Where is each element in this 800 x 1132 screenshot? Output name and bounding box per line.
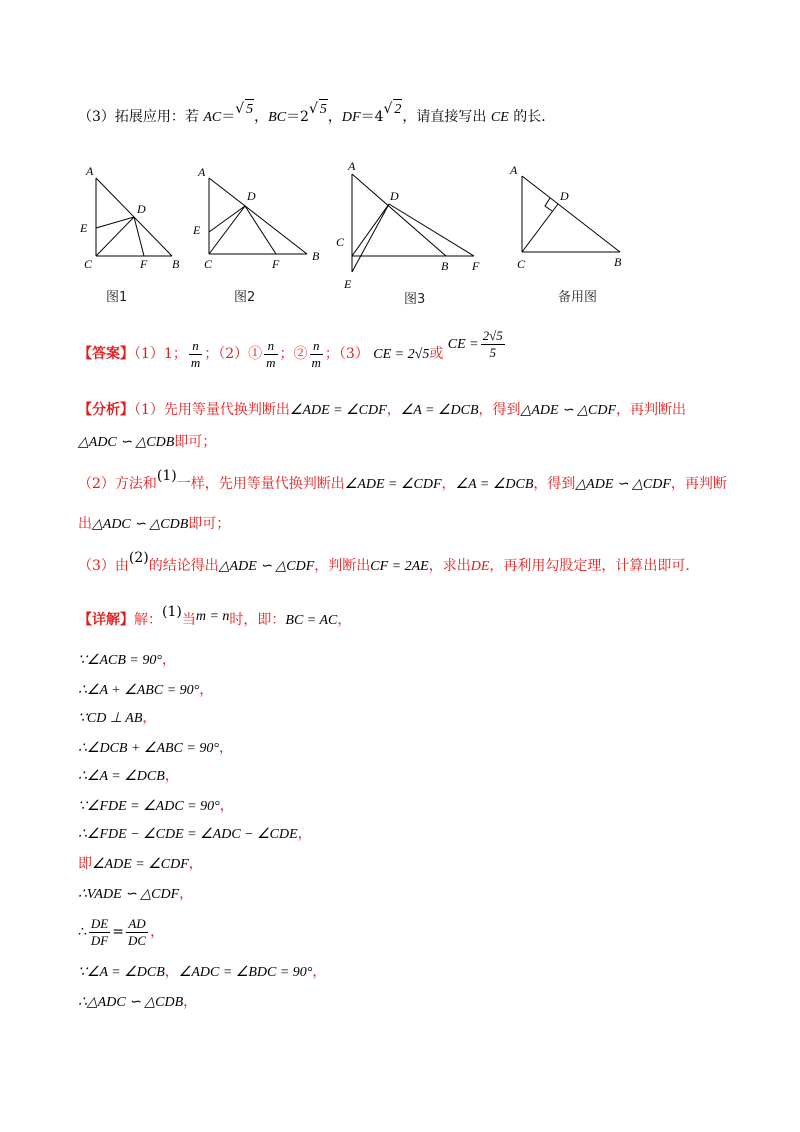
answer-line xyxy=(78,327,507,373)
frac1-num: n xyxy=(192,337,199,353)
answer-part1: （1）1； xyxy=(134,346,187,362)
analysis-l2a: △ADC ∽ △CDB xyxy=(78,435,175,450)
detail-l0e: 时，即： xyxy=(229,612,286,628)
step-8-prefix: 即 xyxy=(78,856,92,872)
figure-3 xyxy=(352,174,474,272)
spare-label-c: C xyxy=(517,257,526,271)
fig1-label-f: F xyxy=(140,257,148,271)
q3-suffix: ，请直接写出 xyxy=(402,109,491,125)
spare-label-a: A xyxy=(510,163,518,177)
last2-math: ∴△ADC ∽ △CDB xyxy=(78,995,184,1010)
analysis-l5c: 的结论得出 xyxy=(148,558,219,574)
analysis-l1d: ∠A = ∠DCB xyxy=(400,403,479,418)
frac-ce-num: 2√5 xyxy=(482,327,503,343)
detail-step-8 xyxy=(78,854,203,875)
analysis-l5g: ，求出 xyxy=(428,558,471,574)
detail-step-5 xyxy=(78,766,179,787)
step-9-math: ∴VADE ∽ △CDF xyxy=(78,887,180,902)
last1-tail: ， xyxy=(312,964,327,980)
geometry-figures xyxy=(0,160,800,300)
q3-eq2: ＝2 xyxy=(286,109,309,125)
caption-spare: 备用图 xyxy=(558,290,598,305)
answer-ce-expr1: CE = 2√5 xyxy=(373,347,430,362)
analysis-line-2 xyxy=(78,432,216,453)
last2-tail: ， xyxy=(183,994,198,1010)
spare-label-d: D xyxy=(560,189,569,203)
answer-or: 或 xyxy=(429,346,444,362)
figure-1 xyxy=(96,178,172,256)
answer-part3: ；② xyxy=(279,346,308,362)
detail-line-0 xyxy=(78,604,352,631)
last1-comma: ， xyxy=(164,964,179,980)
detail-l0g: ， xyxy=(337,612,352,628)
last1-math: ∵∠A = ∠DCB xyxy=(78,965,165,980)
answer-ce-lhs: CE = xyxy=(447,337,479,352)
step-3-tail: ， xyxy=(142,710,157,726)
analysis-l5f: CF = 2AE xyxy=(370,559,429,574)
frac-line-eq: = xyxy=(112,924,124,940)
figure-spare xyxy=(522,176,620,252)
answer-tag: 【答案】 xyxy=(78,346,134,362)
frac-df: DF xyxy=(90,932,109,948)
detail-l0c: 当 xyxy=(181,612,196,628)
figure-2 xyxy=(209,178,307,254)
frac-ad: AD xyxy=(128,915,146,931)
fig3-label-a: A xyxy=(348,160,356,173)
fig1-label-a: A xyxy=(86,164,94,178)
fig1-label-e: E xyxy=(80,221,88,235)
analysis-l3b: (1) xyxy=(156,468,177,484)
step-2-math: ∴∠A + ∠ABC = 90° xyxy=(78,683,200,698)
analysis-l4c: 即可； xyxy=(188,516,231,532)
q3-prefix: （3）拓展应用：若 xyxy=(78,109,204,125)
analysis-l4a: 出 xyxy=(78,516,92,532)
fig3-label-d: D xyxy=(390,189,399,203)
answer-part2: ；（2）① xyxy=(204,346,263,362)
detail-l0d: m = n xyxy=(195,609,230,624)
step-9-tail: ， xyxy=(179,886,194,902)
frac-de: DE xyxy=(90,915,109,931)
analysis-line-3 xyxy=(78,468,727,495)
analysis-l1e: ，得到 xyxy=(478,402,521,418)
frac1-den: m xyxy=(190,354,201,370)
q3-sqrt5-b: 5 xyxy=(319,99,328,120)
analysis-l2b: 即可； xyxy=(174,434,217,450)
q3-bc: BC xyxy=(268,110,287,125)
q3-eq3: ＝4 xyxy=(360,109,384,125)
fig2-label-d: D xyxy=(247,189,256,203)
q3-eq1: ＝ xyxy=(221,109,236,125)
detail-step-2 xyxy=(78,680,213,701)
answer-part4: ；（3） xyxy=(324,346,369,362)
fig3-label-b: B xyxy=(441,259,449,273)
q3-ce: CE xyxy=(490,110,509,125)
fig1-label-d: D xyxy=(137,202,146,216)
analysis-l1f: △ADE ∽ △CDF xyxy=(520,403,617,418)
step-3-math: ∵CD ⊥ AB xyxy=(78,711,143,726)
analysis-l4b: △ADC ∽ △CDB xyxy=(92,517,189,532)
fig2-label-a: A xyxy=(198,165,206,179)
analysis-l3g: ，得到 xyxy=(533,476,576,492)
spare-label-b: B xyxy=(614,255,622,269)
analysis-l5e: ，判断出 xyxy=(314,558,371,574)
step-2-tail: ， xyxy=(199,682,214,698)
analysis-l3i: ，再判断 xyxy=(670,476,727,492)
caption-fig2: 图2 xyxy=(234,290,256,305)
fig1-label-c: C xyxy=(84,257,93,271)
analysis-l1b: ∠ADE = ∠CDF xyxy=(289,403,387,418)
analysis-l3d: ∠ADE = ∠CDF xyxy=(344,477,442,492)
analysis-l5b: (2) xyxy=(128,550,149,566)
analysis-l5h: DE xyxy=(470,559,490,574)
q3-comma-2: ， xyxy=(327,109,342,125)
frac-line-pre: ∴ xyxy=(78,924,87,940)
fig2-label-f: F xyxy=(272,257,280,271)
last1-math2: ∠ADC = ∠BDC = 90° xyxy=(178,965,313,980)
q3-df: DF xyxy=(341,110,361,125)
q3-ac: AC xyxy=(203,110,222,125)
step-1-tail: ， xyxy=(161,652,176,668)
detail-step-7 xyxy=(78,824,312,845)
frac2-den: m xyxy=(266,354,276,370)
frac3-den: m xyxy=(311,354,321,370)
frac-dc: DC xyxy=(128,932,147,948)
detail-tag: 【详解】 xyxy=(78,612,134,628)
analysis-l3c: 一样，先用等量代换判断出 xyxy=(176,476,345,492)
step-5-tail: ， xyxy=(164,768,179,784)
detail-step-9 xyxy=(78,884,193,905)
step-7-math: ∴∠FDE − ∠CDE = ∠ADC − ∠CDE xyxy=(78,827,298,842)
answer-frac-1 xyxy=(189,338,202,371)
step-8-math: ∠ADE = ∠CDF xyxy=(92,857,189,872)
analysis-line-4 xyxy=(78,514,230,535)
frac-line-tail: ， xyxy=(150,924,165,940)
analysis-l3h: △ADE ∽ △CDF xyxy=(575,477,671,492)
analysis-line-1 xyxy=(78,400,686,421)
detail-step-3 xyxy=(78,708,156,729)
frac-ad-dc xyxy=(126,916,148,949)
frac-ce-den: 5 xyxy=(481,344,505,361)
step-6-math: ∵∠FDE = ∠ADC = 90° xyxy=(78,799,220,814)
q3-sqrt5: 5 xyxy=(245,99,254,120)
analysis-l1a: （1）先用等量代换判断出 xyxy=(134,402,290,418)
analysis-l3a: （2）方法和 xyxy=(78,476,157,492)
fig2-label-c: C xyxy=(204,257,213,271)
detail-l0f: BC = AC xyxy=(285,613,338,628)
detail-fraction-line xyxy=(78,912,164,952)
frac3-num: n xyxy=(312,337,320,353)
answer-frac-ce xyxy=(481,328,505,361)
step-7-tail: ， xyxy=(297,826,312,842)
detail-last-1 xyxy=(78,962,326,983)
fig3-label-e: E xyxy=(344,277,352,291)
analysis-l3e: ， xyxy=(441,476,456,492)
fig3-label-c: C xyxy=(336,235,345,249)
detail-l0b: (1) xyxy=(162,604,182,620)
step-4-tail: ， xyxy=(218,740,233,756)
detail-step-6 xyxy=(78,796,234,817)
caption-fig1: 图1 xyxy=(106,290,128,305)
analysis-l5a: （3）由 xyxy=(78,558,129,574)
detail-step-4 xyxy=(78,738,233,759)
question-3: （3）拓展应用：若 AC＝√ 5，BC＝2√ 5，DF＝4√ 2，请直接写出 CE 的长. xyxy=(78,101,546,125)
step-4-math: ∴∠DCB + ∠ABC = 90° xyxy=(78,741,219,756)
analysis-line-5 xyxy=(78,550,690,577)
fig3-label-f: F xyxy=(472,259,480,273)
analysis-l3f: ∠A = ∠DCB xyxy=(455,477,534,492)
step-1-math: ∵∠ACB = 90° xyxy=(78,653,162,668)
q3-sqrt2: 2 xyxy=(393,99,402,120)
analysis-l5i: ，再利用勾股定理，计算出即可. xyxy=(489,558,690,574)
analysis-l1g: ，再判断出 xyxy=(616,402,687,418)
analysis-l1c: ， xyxy=(386,402,401,418)
frac-de-df xyxy=(89,916,110,949)
q3-comma-1: ， xyxy=(254,109,269,125)
answer-frac-2 xyxy=(264,338,277,371)
q3-suffix2: 的长. xyxy=(508,109,546,125)
frac2-num: n xyxy=(267,337,275,353)
detail-last-2 xyxy=(78,992,197,1013)
fig1-label-b: B xyxy=(172,257,180,271)
detail-step-1 xyxy=(78,650,176,671)
answer-frac-3 xyxy=(310,338,323,371)
step-6-tail: ， xyxy=(219,798,234,814)
step-5-math: ∴∠A = ∠DCB xyxy=(78,769,165,784)
step-8-tail: ， xyxy=(188,856,203,872)
caption-fig3: 图3 xyxy=(404,292,426,307)
fig2-label-e: E xyxy=(193,223,201,237)
fig2-label-b: B xyxy=(312,249,320,263)
detail-l0a: 解： xyxy=(134,612,162,628)
analysis-tag: 【分析】 xyxy=(78,402,134,418)
analysis-l5d: △ADE ∽ △CDF xyxy=(218,559,315,574)
